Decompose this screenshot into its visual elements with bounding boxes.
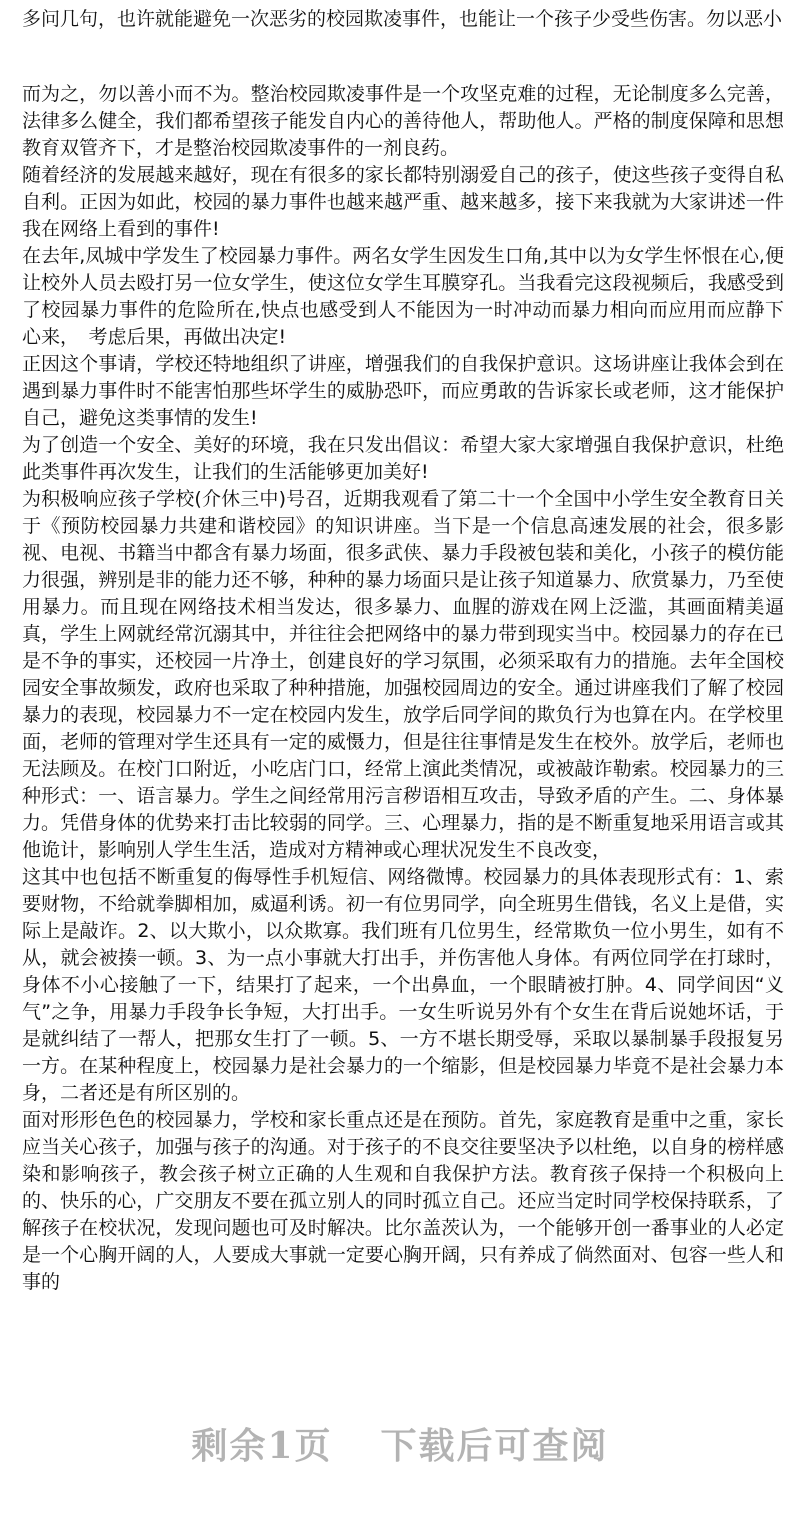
paragraph: 在去年,凤城中学发生了校园暴力事件。两名女学生因发生口角,其中以为女学生怀恨在心,便让校外人员去殴打另一位女学生，使这位女学生耳膜穿孔。当我看完这段视频后，我感受到了校园暴力事件的危险所在,快点也感受到人不能因为一时冲动而暴力相向而应用而应静下心来， 考虑后果，再做出决定!: [22, 245, 784, 348]
remaining-pages-label[interactable]: 剩余1页: [191, 1425, 333, 1467]
paragraph: 而为之，勿以善小而不为。整治校园欺凌事件是一个攻坚克难的过程，无论制度多么完善，法律多么健全，我们都希望孩子能发自内心的善待他人，帮助他人。严格的制度保障和思想教育双管齐下，才是整治校园欺凌事件的一剂良药。: [22, 83, 784, 159]
paragraph: 这其中也包括不断重复的侮辱性手机短信、网络微博。校园暴力的具体表现形式有：1、索要财物，不给就拳脚相加，威逼利诱。初一有位男同学，向全班男生借钱，名义上是借，实际上是敲诈。2、以大欺小，以众欺寡。我们班有几位男生，经常欺负一位小男生，如有不从，就会被揍一顿。3、为一点小事就大打出手，并伤害他人身体。有两位同学在打球时，身体不小心接触了一下，结果打了起来，一个出鼻血，一个眼睛被打肿。4、同学间因“义气”之争，用暴力手段争长争短，大打出手。一女生听说另外有个女生在背后说她坏话，于是就纠结了一帮人，把那女生打了一顿。5、一方不堪长期受辱，采取以暴制暴手段报复另一方。在某种程度上，校园暴力是社会暴力的一个缩影，但是校园暴力毕竟不是社会暴力本身，二者还是有所区别的。: [22, 866, 784, 1104]
download-to-view-label[interactable]: 下载后可查阅: [380, 1425, 609, 1467]
download-prompt-banner[interactable]: [0, 1418, 800, 1469]
article-body: [22, 81, 784, 1296]
paragraph: 随着经济的发展越来越好，现在有很多的家长都特别溺爱自己的孩子，使这些孩子变得自私自利。正因为如此，校园的暴力事件也越来越严重、越来越多，接下来我就为大家讲述一件我在网络上看到的事件!: [22, 164, 784, 240]
paragraph: 为了创造一个安全、美好的环境，我在只发出倡议：希望大家大家增强自我保护意识，杜绝此类事件再次发生，让我们的生活能够更加美好!: [22, 434, 784, 483]
paragraph: 为积极响应孩子学校(介休三中)号召，近期我观看了第二十一个全国中小学生安全教育日关于《预防校园暴力共建和谐校园》的知识讲座。当下是一个信息高速发展的社会，很多影视、电视、书籍当中都含有暴力场面，很多武侠、暴力手段被包装和美化，小孩子的模仿能力很强，辨别是非的能力还不够，种种的暴力场面只是让孩子知道暴力、欣赏暴力，乃至使用暴力。而且现在网络技术相当发达，很多暴力、血腥的游戏在网上泛滥，其画面精美逼真，学生上网就经常沉溺其中，并往往会把网络中的暴力带到现实当中。校园暴力的存在已是不争的事实，还校园一片净土，创建良好的学习氛围，必须采取有力的措施。去年全国校园安全事故频发，政府也采取了种种措施，加强校园周边的安全。通过讲座我们了解了校园暴力的表现，校园暴力不一定在校园内发生，放学后同学间的欺负行为也算在内。在学校里面，老师的管理对学生还具有一定的威慑力，但是往往事情是发生在校外。放学后，老师也无法顾及。在校门口附近，小吃店门口，经常上演此类情况，或被敲诈勒索。校园暴力的三种形式：一、语言暴力。学生之间经常用污言秽语相互攻击，导致矛盾的产生。二、身体暴力。凭借身体的优势来打击比较弱的同学。三、心理暴力，指的是不断重复地采用语言或其他诡计，影响别人学生生活，造成对方精神或心理状况发生不良改变，: [22, 488, 784, 861]
paragraph: 面对形形色色的校园暴力，学校和家长重点还是在预防。首先，家庭教育是重中之重，家长应当关心孩子，加强与孩子的沟通。对于孩子的不良交往要坚决予以杜绝，以自身的榜样感染和影响孩子，教会孩子树立正确的人生观和自我保护方法。教育孩子保持一个积极向上的、快乐的心，广交朋友不要在孤立别人的同时孤立自己。还应当定时同学校保持联系，了解孩子在校状况，发现问题也可及时解决。比尔盖茨认为，一个能够开创一番事业的人必定是一个心胸开阔的人，人要成大事就一定要心胸开阔，只有养成了倘然面对、包容一些人和事的: [22, 1109, 784, 1293]
carryover-line: 多问几句，也许就能避免一次恶劣的校园欺凌事件，也能让一个孩子少受些伤害。勿以恶小: [22, 8, 783, 30]
paragraph: 正因这个事请，学校还特地组织了讲座，增强我们的自我保护意识。这场讲座让我体会到在遇到暴力事件时不能害怕那些坏学生的威胁恐吓，而应勇敢的告诉家长或老师，这才能保护自己，避免这类事情的发生!: [22, 353, 784, 429]
